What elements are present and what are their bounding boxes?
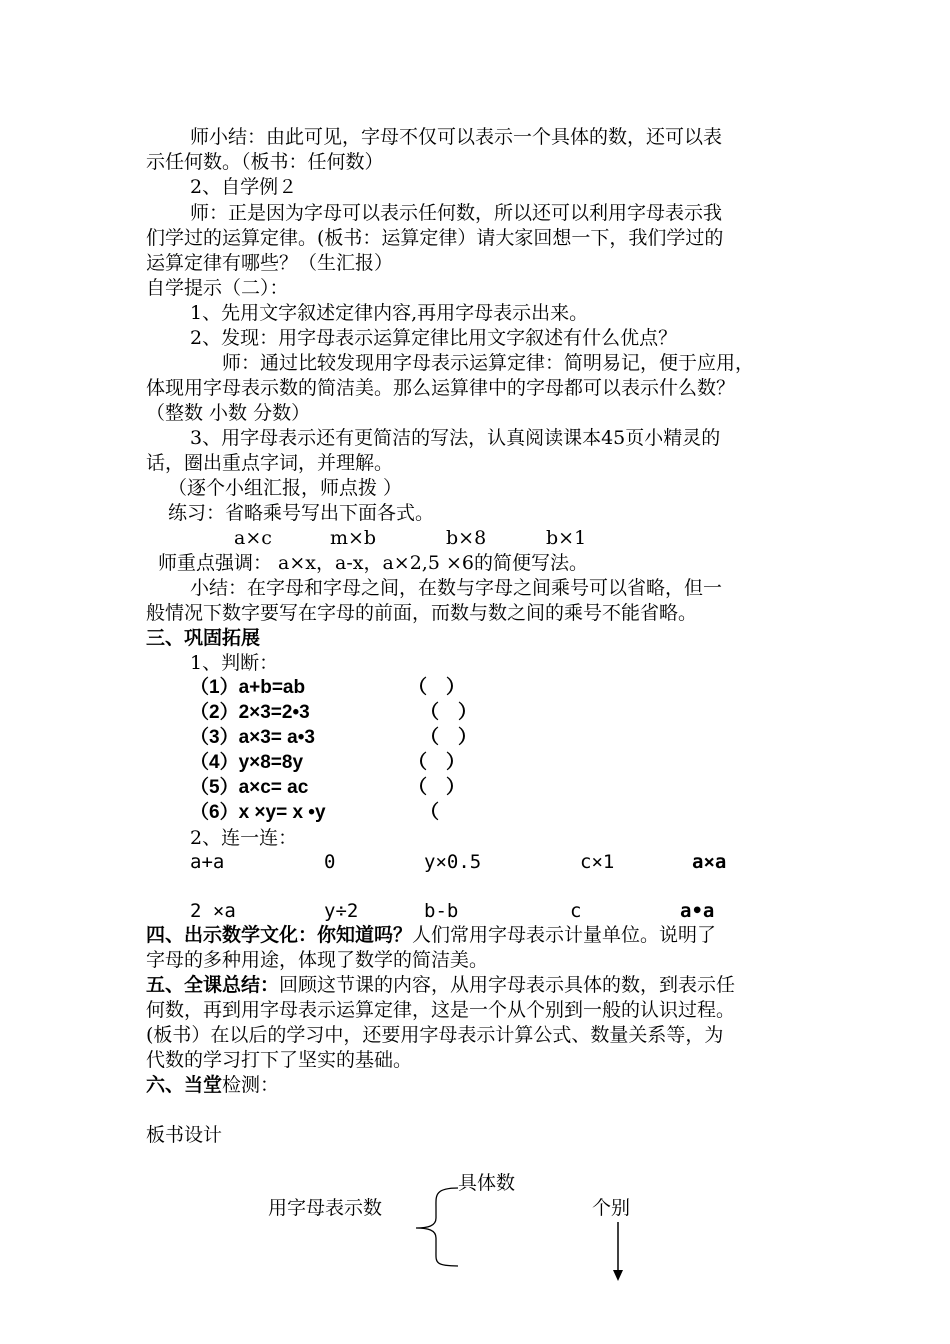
section-text: 检测： (222, 1074, 280, 1096)
curly-brace (416, 1188, 458, 1266)
paragraph-line: 师小结：由此可见，字母不仅可以表示一个具体的数，还可以表 (190, 126, 723, 148)
judge-expression: （1）a+b=ab (190, 677, 306, 698)
practice-item: a×c (234, 527, 272, 549)
judge-paren: （ (420, 802, 440, 823)
paragraph-line: 运算定律有哪些？（生汇报） (146, 252, 394, 274)
paragraph-line: 们学过的运算定律。(板书：运算定律）请大家回想一下，我们学过的 (146, 227, 724, 249)
hint-heading: 自学提示（二）： (146, 277, 289, 299)
judge-title: 1、判断： (190, 652, 279, 674)
hint-item: 1、先用文字叙述定律内容,再用字母表示出来。 (190, 302, 589, 324)
section-heading: 四、出示数学文化：你知道吗？ (146, 924, 413, 946)
paragraph-line: 何数，再到用字母表示运算定律，这是一个从个别到一般的认识过程。 (146, 999, 736, 1021)
board-right-label: 个别 (592, 1197, 631, 1219)
judge-expression: （6）x ×y= x •y (190, 802, 326, 823)
connect-item: a•a (680, 900, 715, 922)
connect-item: y÷2 (324, 900, 359, 922)
section-heading: 六、当堂 (146, 1074, 223, 1096)
emphasis-line: 师重点强调： a×x，a-x，a×2,5 ×6的简便写法。 (158, 552, 588, 574)
judge-paren: （ ） (408, 752, 466, 773)
section-text: 人们常用字母表示计量单位。说明了 (412, 924, 717, 946)
summary-line: 般情况下数字要写在字母的前面，而数与数之间的乘号不能省略。 (146, 602, 698, 624)
paragraph-line: (板书）在以后的学习中，还要用字母表示计算公式、数量关系等，为 (146, 1024, 724, 1046)
board-top-label: 具体数 (458, 1172, 516, 1194)
down-arrow-head (613, 1270, 623, 1281)
connect-item: 2 ×a (190, 900, 236, 922)
section-text: 回顾这节课的内容，从用字母表示具体的数，到表示任 (279, 974, 736, 996)
summary-line: 小结：在字母和字母之间，在数与字母之间乘号可以省略，但一 (190, 577, 723, 599)
paragraph-line: 代数的学习打下了坚实的基础。 (146, 1049, 413, 1071)
board-main-label: 用字母表示数 (268, 1197, 383, 1219)
judge-paren: （ ） (420, 727, 478, 748)
example-heading: 2、自学例２ (190, 176, 298, 198)
paragraph-line: 师：通过比较发现用字母表示运算定律：简明易记，便于应用， (222, 352, 755, 374)
judge-expression: （3）a×3= a•3 (190, 727, 315, 748)
practice-item: b×1 (546, 527, 587, 549)
connect-item: a×a (692, 851, 727, 873)
judge-paren: （ ） (420, 702, 478, 723)
section-heading: 五、全课总结： (146, 974, 280, 996)
judge-expression: （5）a×c= ac (190, 777, 309, 798)
section-heading: 三、巩固拓展 (146, 627, 261, 649)
connect-item: c (570, 900, 582, 922)
connect-item: b-b (424, 900, 459, 922)
hint-item: 2、发现：用字母表示运算定律比用文字叙述有什么优点？ (190, 327, 678, 349)
connect-item: a+a (190, 851, 225, 873)
paragraph-line: 体现用字母表示数的简洁美。那么运算律中的字母都可以表示什么数？ (146, 377, 736, 399)
board-title: 板书设计 (146, 1124, 223, 1146)
paragraph-line: 示任何数。（板书：任何数） (146, 151, 384, 173)
judge-expression: （4）y×8=8y (190, 752, 304, 773)
practice-item: b×8 (446, 527, 487, 549)
paragraph-line: 字母的多种用途，体现了数学的简洁美。 (146, 949, 489, 971)
judge-expression: （2）2×3=2•3 (190, 702, 310, 723)
connect-item: 0 (324, 851, 336, 873)
connect-item: y×0.5 (424, 851, 482, 873)
connect-item: c×1 (580, 851, 615, 873)
connect-title: 2、连一连： (190, 827, 298, 849)
practice-item: m×b (330, 527, 377, 549)
report-note: （逐个小组汇报，师点拨 ） (168, 477, 403, 499)
paragraph-line: 话，圈出重点字词，并理解。 (146, 452, 394, 474)
paragraph-line: 师：正是因为字母可以表示任何数，所以还可以利用字母表示我 (190, 202, 723, 224)
hint-item: 3、用字母表示还有更简洁的写法，认真阅读课本45页小精灵的 (190, 427, 721, 449)
paragraph-line: （整数 小数 分数） (146, 402, 311, 424)
judge-paren: （ ） (408, 677, 466, 698)
practice-line: 练习：省略乘号写出下面各式。 (168, 502, 435, 524)
judge-paren: （ ） (408, 777, 466, 798)
